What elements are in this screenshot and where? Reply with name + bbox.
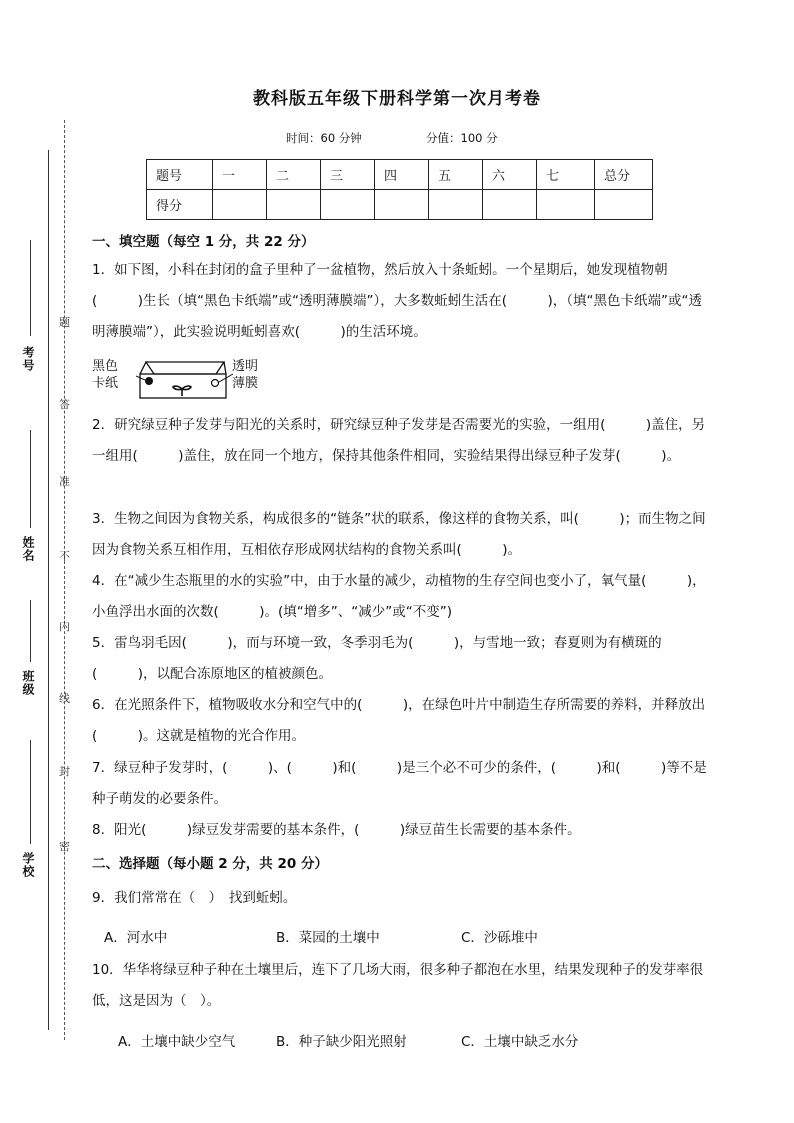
question-2: 2．研究绿豆种子发芽与阳光的关系时，研究绿豆种子发芽是否需要光的实验，一组用( )盖住，另一组用( )盖住，放在同一个地方，保持其他条件相同，实验结果得出绿豆种子发芽( )。	[92, 417, 706, 464]
black-paper-label: 卡纸	[92, 376, 119, 391]
binding-solid-line	[48, 150, 49, 1030]
question-9: 9．我们常常在（ ） 找到蚯蚓。	[92, 890, 297, 906]
seal-char: 线	[59, 692, 70, 705]
question-5: 5．雷鸟羽毛因( )，而与环境一致，冬季羽毛为( )，与雪地一致；春夏则为有横斑的( )，以配合冻原地区的植被颜色。	[92, 635, 662, 682]
score-table-header-cell: 四	[375, 160, 429, 190]
q10-option-b[interactable]: B．种子缺少阳光照射	[276, 1034, 407, 1050]
seal-char: 内	[59, 620, 70, 633]
box-diagram	[136, 356, 234, 400]
name-field[interactable]	[30, 430, 31, 528]
seal-char: 封	[59, 765, 70, 778]
score-cell[interactable]	[429, 190, 483, 220]
q9-option-b[interactable]: B．菜园的土壤中	[276, 930, 380, 946]
score-table-header-row	[147, 160, 653, 190]
score-table-header-cell: 总分	[595, 160, 653, 190]
school-label: 学校	[21, 852, 35, 878]
exam-total-score: 分值：100 分	[426, 131, 498, 145]
exam-time: 时间：60 分钟	[286, 131, 362, 145]
score-cell[interactable]	[321, 190, 375, 220]
score-cell[interactable]	[483, 190, 537, 220]
transparent-film-label: 透明	[232, 359, 259, 374]
score-cell[interactable]	[213, 190, 267, 220]
score-table	[146, 159, 653, 220]
seal-char: 准	[59, 475, 70, 488]
seal-char: 答	[59, 398, 70, 411]
score-table-header-cell: 二	[267, 160, 321, 190]
black-paper-label: 黑色	[92, 359, 119, 374]
transparent-film-label: 薄膜	[232, 376, 259, 391]
question-3: 3．生物之间因为食物关系，构成很多的“链条”状的联系，像这样的食物关系，叫( )；而生物之间因为食物关系互相作用，互相依存形成网状结构的食物关系叫( )。	[92, 511, 706, 558]
question-10: 10．华华将绿豆种子种在土壤里后，连下了几场大雨，很多种子都泡在水里，结果发现种子的发芽率很低，这是因为（ ）。	[92, 962, 704, 1009]
class-field[interactable]	[30, 600, 31, 662]
question-7: 7．绿豆种子发芽时，( )、( )和( )是三个必不可少的条件，( )和( )等不是种子萌发的必要条件。	[92, 760, 707, 807]
seal-char: 题	[59, 316, 70, 329]
class-label: 班级	[21, 670, 35, 696]
score-cell[interactable]	[375, 190, 429, 220]
binding-dashed-line	[64, 120, 65, 1040]
section-2-heading: 二、选择题（每小题 2 分，共 20 分）	[92, 856, 328, 872]
seal-char: 密	[59, 840, 70, 853]
page-title: 教科版五年级下册科学第一次月考卷	[253, 89, 541, 109]
section-1-heading: 一、填空题（每空 1 分，共 22 分）	[92, 234, 315, 250]
score-table-row-label: 得分	[147, 190, 213, 220]
score-table-header-cell: 题号	[147, 160, 213, 190]
exam-number-field[interactable]	[30, 240, 31, 336]
question-6: 6．在光照条件下，植物吸收水分和空气中的( )，在绿色叶片中制造生存所需要的养料，并释放出( )。这就是植物的光合作用。	[92, 697, 706, 744]
name-label: 姓名	[21, 536, 35, 562]
earthworm-box-figure	[92, 356, 272, 402]
score-table-header-cell: 七	[537, 160, 595, 190]
score-table-score-row	[147, 190, 653, 220]
q9-option-c[interactable]: C．沙砾堆中	[461, 930, 538, 946]
score-cell[interactable]	[267, 190, 321, 220]
score-table-header-cell: 六	[483, 160, 537, 190]
seal-char: 不	[59, 550, 70, 563]
q10-option-c[interactable]: C．土壤中缺乏水分	[461, 1034, 579, 1050]
q10-option-a[interactable]: A．土壤中缺少空气	[118, 1034, 236, 1050]
score-table-header-cell: 五	[429, 160, 483, 190]
score-table-header-cell: 一	[213, 160, 267, 190]
question-4: 4．在“减少生态瓶里的水的实验”中，由于水量的减少，动植物的生存空间也变小了，氧气量( )，小鱼浮出水面的次数( )。(填“增多”、“减少”或“不变”)	[92, 573, 706, 620]
score-table-header-cell: 三	[321, 160, 375, 190]
school-field[interactable]	[30, 740, 31, 844]
score-cell[interactable]	[595, 190, 653, 220]
q9-option-a[interactable]: A．河水中	[104, 930, 168, 946]
question-1: 1．如下图，小科在封闭的盒子里种了一盆植物，然后放入十条蚯蚓。一个星期后，她发现植物朝( )生长（填“黑色卡纸端”或“透明薄膜端”），大多数蚯蚓生活在( )，（填“黑色卡纸端”或“透明薄膜端”），此实验说明蚯蚓喜欢( )的生活环境。	[92, 262, 703, 340]
exam-number-label: 考号	[21, 346, 35, 372]
score-cell[interactable]	[537, 190, 595, 220]
question-8: 8．阳光( )绿豆发芽需要的基本条件，( )绿豆苗生长需要的基本条件。	[92, 822, 581, 838]
